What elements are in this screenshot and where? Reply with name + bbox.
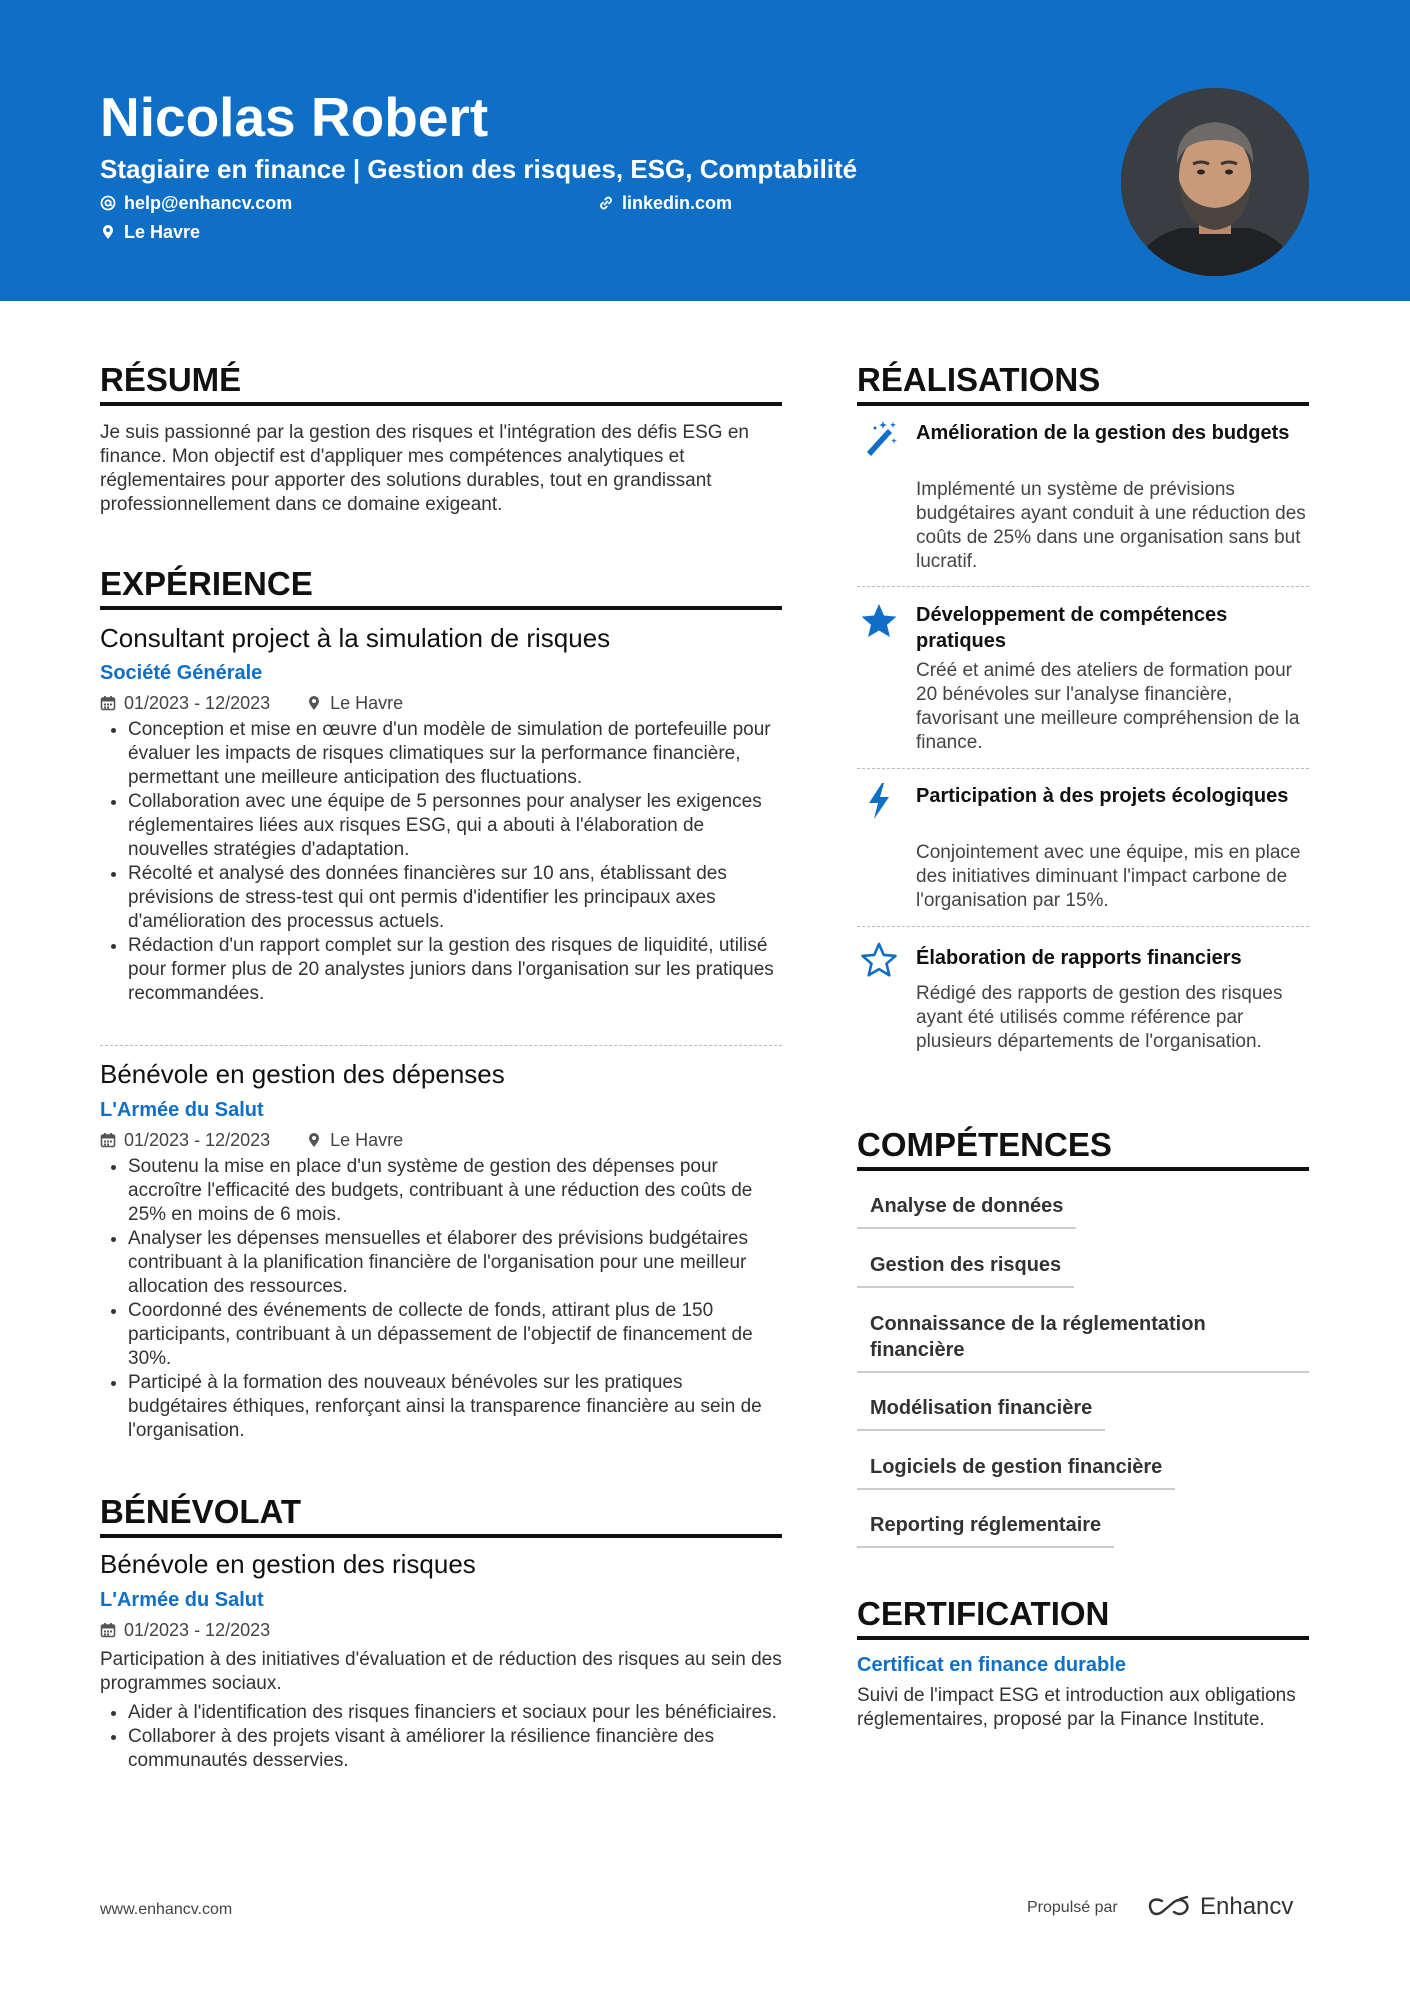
job-bullets — [100, 718, 782, 1006]
profile-photo — [1121, 88, 1309, 276]
job-location: Le Havre — [330, 693, 404, 713]
job-location: Le Havre — [330, 1130, 404, 1150]
divider — [100, 1045, 782, 1046]
location-pin-icon — [100, 224, 116, 240]
divider — [857, 768, 1309, 769]
list-item: • Collaboration avec une équipe de 5 personnes pour analyser les exigences réglementaires liées aux risques ESG, qui a abouti à l'élaboration de nouvelles stratégies d'adaptation. — [128, 790, 782, 862]
list-item: • Rédaction d'un rapport complet sur la gestion des risques de liquidité, utilisé pour former plus de 20 analystes juniors dans l'organisation sur les pratiques recommandées. — [128, 934, 782, 1006]
contact-email-text: help@enhancv.com — [124, 193, 293, 213]
calendar-icon — [100, 1132, 116, 1148]
job-dates: 01/2023 - 12/2023 — [124, 693, 271, 713]
candidate-name: Nicolas Robert — [100, 86, 489, 148]
section-title-certification: CERTIFICATION — [857, 1594, 1309, 1640]
contact-email[interactable] — [100, 191, 292, 215]
magic-wand-icon — [859, 418, 899, 458]
list-item: • Coordonné des événements de collecte de fonds, attirant plus de 150 participants, contribuant à un dépassement de l'objectif de financement de 30%. — [128, 1299, 782, 1371]
list-item: • Participé à la formation des nouveaux bénévoles sur les pratiques budgétaires éthiques, renforçant ainsi la transparence financière au sein de l'organisation. — [128, 1371, 782, 1443]
skill-tag: Analyse de données — [857, 1193, 1076, 1229]
section-title-volunteering: BÉNÉVOLAT — [100, 1492, 782, 1538]
list-item: • Analyser les dépenses mensuelles et élaborer des prévisions budgétaires contribuant à la planification financière de l'organisation pour une meilleur allocation des ressources. — [128, 1227, 782, 1299]
job-meta — [100, 691, 403, 715]
footer-brand[interactable] — [1146, 1892, 1293, 1922]
job-title: Consultant project à la simulation de risques — [100, 623, 611, 653]
calendar-icon — [100, 695, 116, 711]
job-bullets — [100, 1155, 782, 1443]
skill-tag: Modélisation financière — [857, 1395, 1105, 1431]
achievement-desc: Créé et animé des ateliers de formation pour 20 bénévoles sur l'analyse financière, favorisant une meilleure compréhension de la finance. — [916, 660, 1300, 753]
job-title: Bénévole en gestion des risques — [100, 1549, 476, 1579]
job-company: L'Armée du Salut — [100, 1099, 264, 1121]
job-bullets — [100, 1701, 782, 1773]
skill-tag: Logiciels de gestion financière — [857, 1454, 1175, 1490]
footer-url[interactable]: www.enhancv.com — [100, 1901, 233, 1918]
skill-tag: Gestion des risques — [857, 1252, 1074, 1288]
job-dates: 01/2023 - 12/2023 — [124, 1130, 271, 1150]
divider — [857, 926, 1309, 927]
contact-linkedin-text: linkedin.com — [622, 193, 733, 213]
job-dates: 01/2023 - 12/2023 — [124, 1620, 271, 1640]
contact-location-text: Le Havre — [124, 222, 201, 242]
certification-desc: Suivi de l'impact ESG et introduction aux obligations réglementaires, proposé par la Finance Institute. — [857, 1685, 1296, 1730]
enhancv-logo-icon — [1146, 1895, 1192, 1919]
achievement-desc: Conjointement avec une équipe, mis en place des initiatives diminuant l'impact carbone de l'organisation par 15%. — [916, 842, 1301, 911]
achievement-title: Développement de compétences pratiques — [916, 604, 1228, 652]
footer-powered-by: Propulsé par — [1027, 1899, 1118, 1916]
header-banner — [0, 0, 1410, 301]
skill-tag: Connaissance de la réglementation financière — [857, 1311, 1309, 1373]
section-title-skills: COMPÉTENCES — [857, 1125, 1309, 1171]
link-icon — [598, 195, 614, 211]
lightning-icon — [859, 781, 899, 821]
list-item: • Aider à l'identification des risques financiers et sociaux pour les bénéficiaires. — [128, 1701, 782, 1725]
achievement-title: Amélioration de la gestion des budgets — [916, 422, 1290, 444]
achievement-desc: Rédigé des rapports de gestion des risques ayant été utilisés comme référence par plusieurs départements de l'organisation. — [916, 983, 1283, 1052]
section-title-experience: EXPÉRIENCE — [100, 564, 782, 610]
job-meta — [100, 1618, 270, 1642]
list-item: • Récolté et analysé des données financières sur 10 ans, établissant des prévisions de stress-test qui ont permis d'identifier les principaux axes d'amélioration des processus actuels. — [128, 862, 782, 934]
contact-linkedin[interactable] — [598, 191, 732, 215]
job-company: Société Générale — [100, 662, 263, 684]
achievement-title: Élaboration de rapports financiers — [916, 947, 1242, 969]
divider — [857, 586, 1309, 587]
job-company: L'Armée du Salut — [100, 1589, 264, 1611]
section-title-resume: RÉSUMÉ — [100, 360, 782, 406]
section-title-achievements: RÉALISATIONS — [857, 360, 1309, 406]
location-pin-icon — [306, 1132, 322, 1148]
list-item: • Soutenu la mise en place d'un système de gestion des dépenses pour accroître l'efficacité des budgets, contribuant à une réduction des coûts de 25% en moins de 6 mois. — [128, 1155, 782, 1227]
achievement-title: Participation à des projets écologiques — [916, 785, 1289, 807]
star-outline-icon — [859, 940, 899, 980]
volunteering-description: Participation à des initiatives d'évaluation et de réduction des risques au sein des programmes sociaux. — [100, 1649, 782, 1694]
list-item: • Conception et mise en œuvre d'un modèle de simulation de portefeuille pour évaluer les impacts de risques climatiques sur la performance financière, permettant une meilleure anticipation des fluctuations. — [128, 718, 782, 790]
contact-location — [100, 220, 200, 244]
job-title: Bénévole en gestion des dépenses — [100, 1059, 505, 1089]
star-filled-icon — [859, 601, 899, 641]
footer-brand-text: Enhancv — [1200, 1893, 1294, 1920]
candidate-subtitle: Stagiaire en finance | Gestion des risques, ESG, Comptabilité — [100, 154, 858, 184]
job-meta — [100, 1128, 403, 1152]
certification-name: Certificat en finance durable — [857, 1654, 1126, 1676]
resume-text: Je suis passionné par la gestion des risques et l'intégration des défis ESG en finance. Mon objectif est d'appliquer mes compétences analytiques et réglementaires pour apporter des solutions durables, tout en grandissant professionnellement dans ce domaine exigeant. — [100, 422, 749, 515]
calendar-icon — [100, 1622, 116, 1638]
at-icon — [100, 195, 116, 211]
location-pin-icon — [306, 695, 322, 711]
list-item: • Collaborer à des projets visant à améliorer la résilience financière des communautés desservies. — [128, 1725, 782, 1773]
skill-tag: Reporting réglementaire — [857, 1512, 1114, 1548]
achievement-desc: Implémenté un système de prévisions budgétaires ayant conduit à une réduction des coûts de 25% dans une organisation sans but lucratif. — [916, 479, 1306, 572]
